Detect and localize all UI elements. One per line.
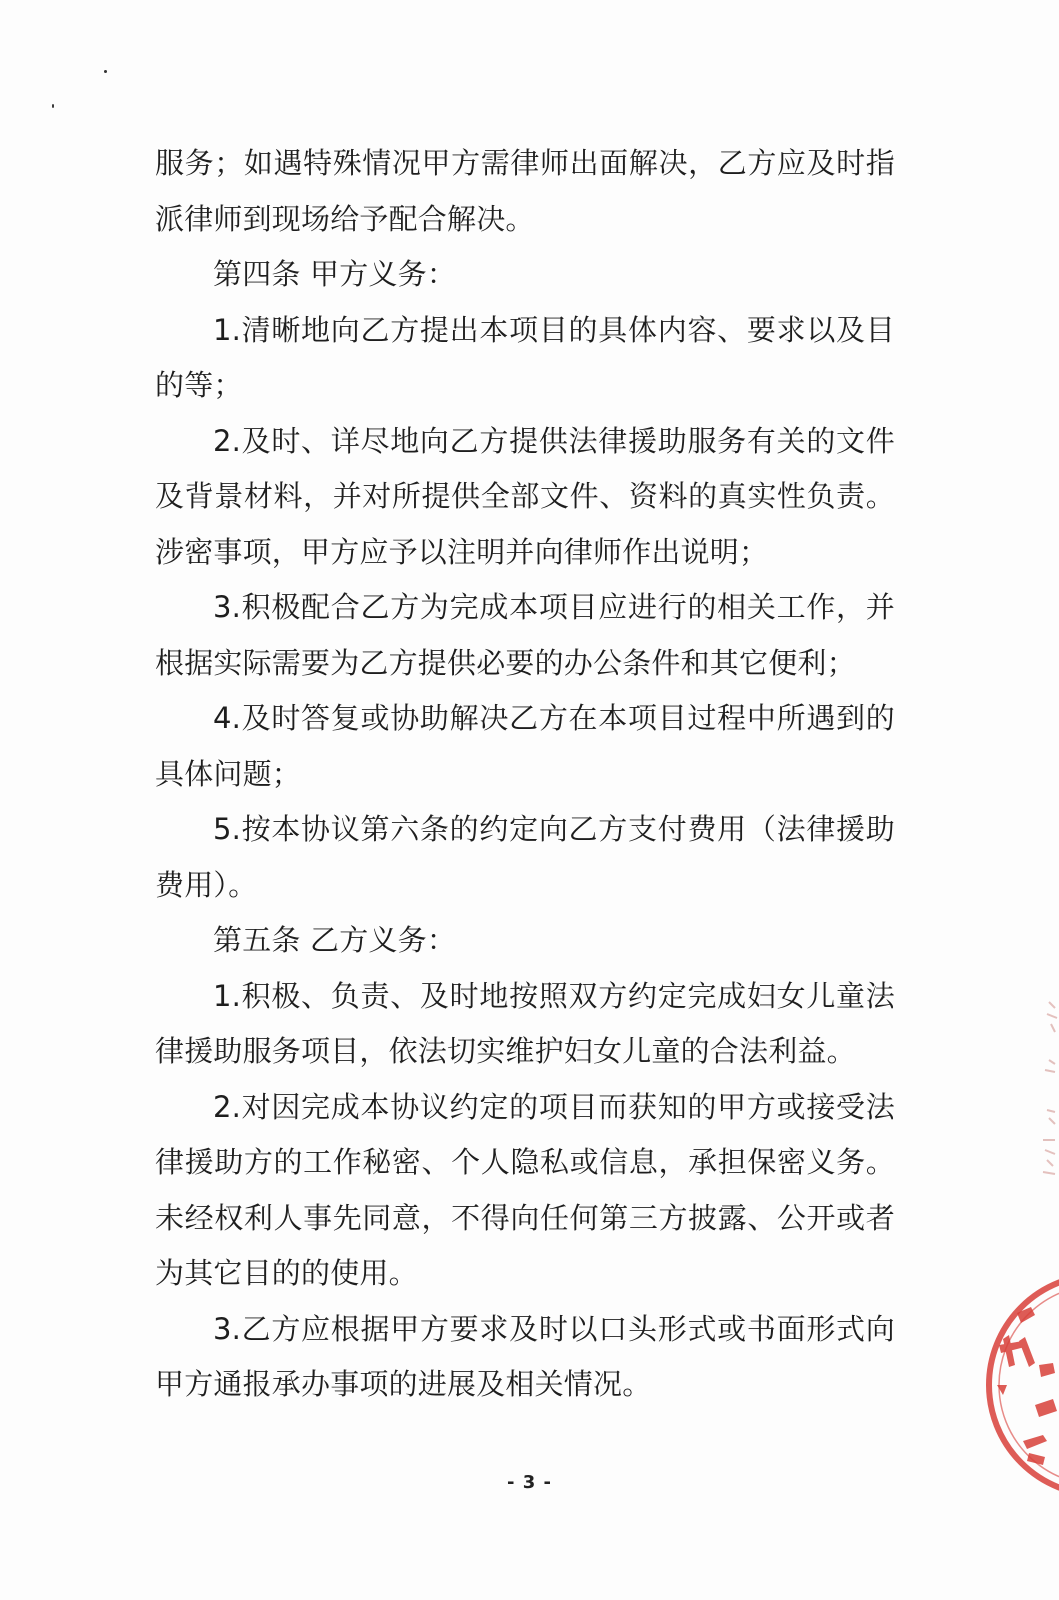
scan-speck (104, 70, 107, 73)
article-4-item-4: 4.及时答复或协助解决乙方在本项目过程中所遇到的具体问题； (155, 701, 895, 791)
document-body (155, 136, 895, 1413)
article-4-item-1: 1.清晰地向乙方提出本项目的具体内容、要求以及目的等； (155, 312, 895, 402)
article-5-heading: 第五条 乙方义务： (213, 923, 457, 957)
official-seal (979, 1265, 1059, 1505)
article-4-heading: 第四条 甲方义务： (213, 257, 457, 291)
edge-ink-marks (1019, 1000, 1059, 1210)
article-4-item-2: 2.及时、详尽地向乙方提供法律援助服务有关的文件及背景材料，并对所提供全部文件、资料的真实性负责。涉密事项，甲方应予以注明并向律师作出说明； (155, 423, 895, 569)
paragraph-continuation: 服务；如遇特殊情况甲方需律师出面解决，乙方应及时指派律师到现场给予配合解决。 (155, 146, 895, 236)
scan-speck (52, 104, 54, 108)
article-4-item-3: 3.积极配合乙方为完成本项目应进行的相关工作，并根据实际需要为乙方提供必要的办公条件和其它便利； (155, 590, 895, 680)
article-4-item-5: 5.按本协议第六条的约定向乙方支付费用（法律援助费用）。 (155, 812, 895, 902)
page-number: - 3 - (507, 1472, 552, 1493)
article-5-item-3: 3.乙方应根据甲方要求及时以口头形式或书面形式向甲方通报承办事项的进展及相关情况。 (155, 1311, 895, 1401)
article-5-item-1: 1.积极、负责、及时地按照双方约定完成妇女儿童法律援助服务项目，依法切实维护妇女儿童的合法利益。 (155, 978, 895, 1068)
article-5-item-2: 2.对因完成本协议约定的项目而获知的甲方或接受法律援助方的工作秘密、个人隐私或信息，承担保密义务。未经权利人事先同意，不得向任何第三方披露、公开或者为其它目的的使用。 (155, 1089, 895, 1290)
